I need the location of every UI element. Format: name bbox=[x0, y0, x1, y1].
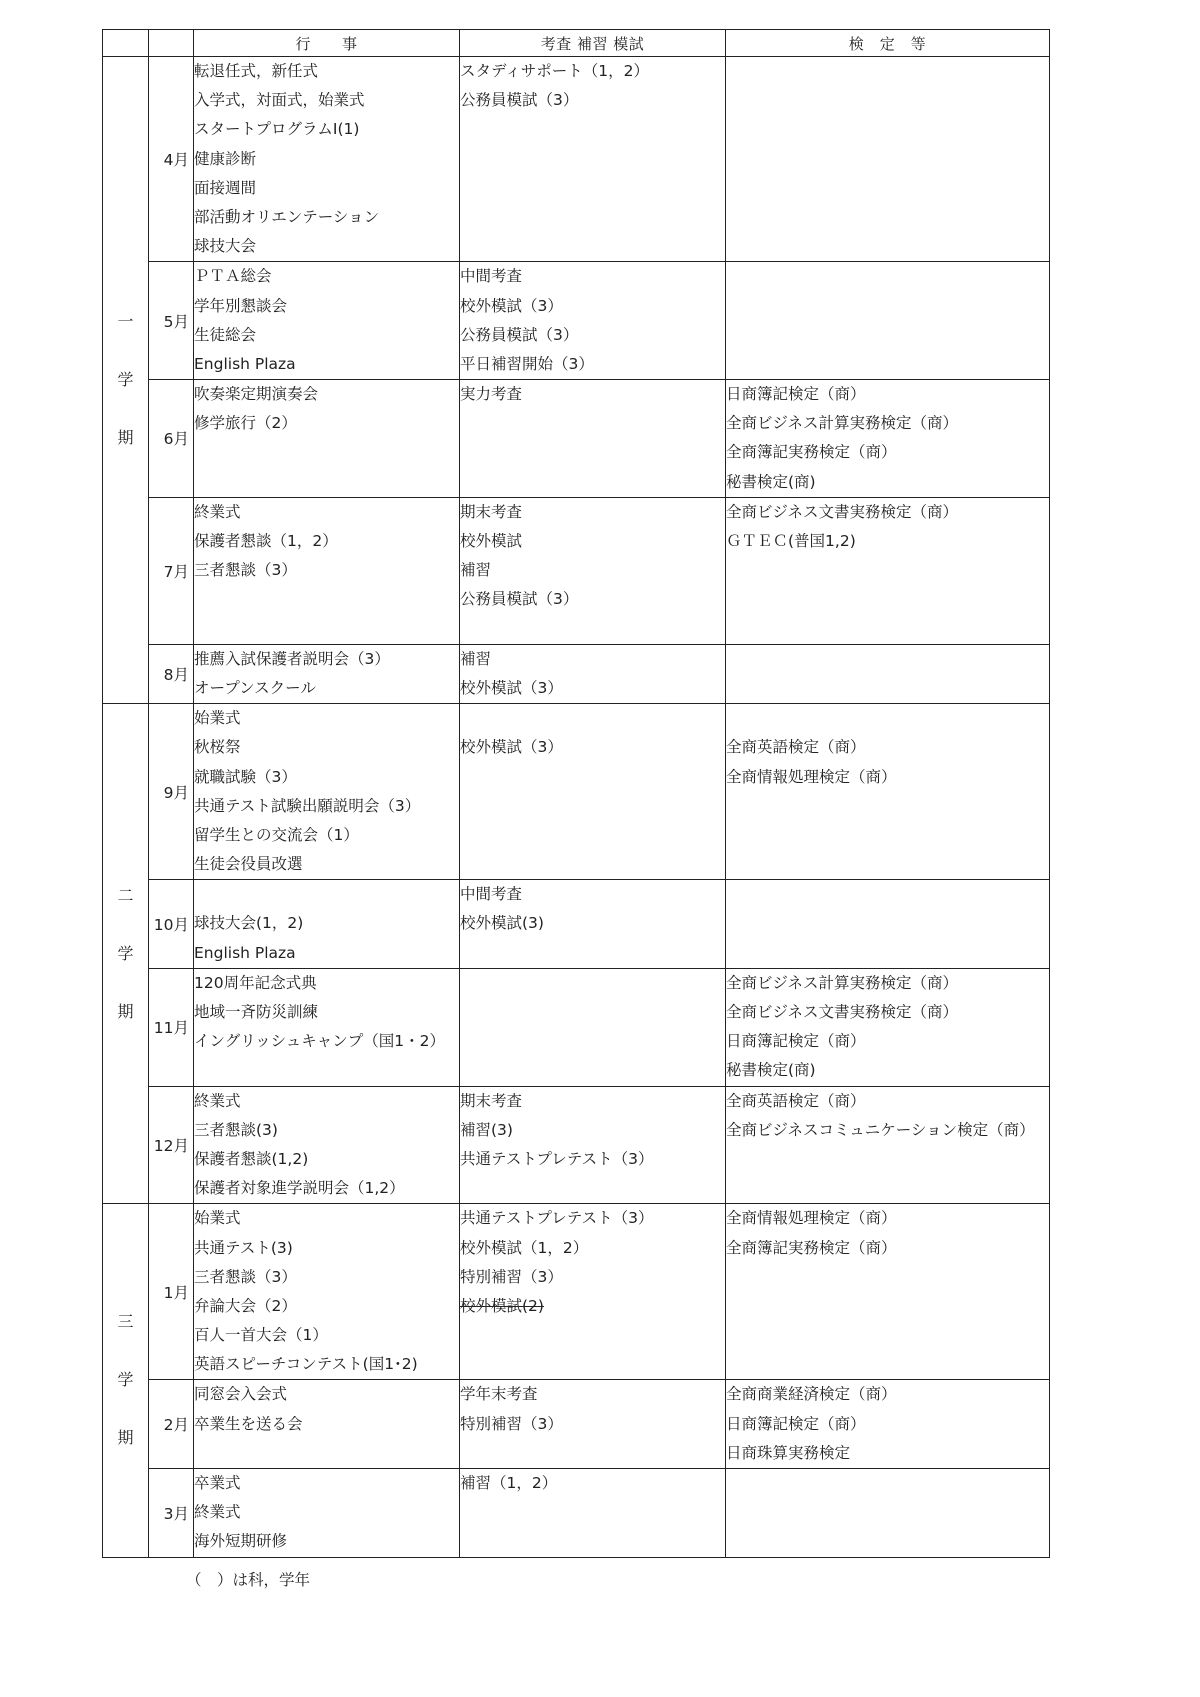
month-label: 8月 bbox=[149, 644, 194, 703]
event-item: English Plaza bbox=[194, 354, 296, 373]
month-row bbox=[103, 380, 1050, 498]
month-row bbox=[103, 1086, 1050, 1204]
month-row bbox=[103, 497, 1050, 644]
event-item: 入学式，対面式，始業式 bbox=[194, 91, 365, 110]
exams-cell bbox=[460, 644, 726, 703]
event-item: 共通テスト(3) bbox=[194, 1238, 293, 1257]
cert-item: 日商簿記検定（商） bbox=[726, 1032, 866, 1051]
event-item: 保護者対象進学説明会（1,2） bbox=[194, 1179, 405, 1198]
term-label: 三 学 期 bbox=[117, 1312, 150, 1448]
cert-item: 全商簿記実務検定（商） bbox=[726, 1238, 897, 1257]
event-item: 面接週間 bbox=[194, 178, 257, 197]
event-item: 地域一斉防災訓練 bbox=[194, 1003, 319, 1021]
exam-item: 特別補習（3） bbox=[460, 1267, 563, 1286]
exam-item: 共通テストプレテスト（3） bbox=[460, 1149, 654, 1168]
certs-cell bbox=[726, 57, 1050, 262]
cert-item: 全商ビジネス計算実務検定（商） bbox=[726, 414, 959, 433]
month-row bbox=[103, 57, 1050, 262]
month-label: 5月 bbox=[149, 262, 194, 380]
cert-item: 全商英語検定（商） bbox=[726, 1091, 866, 1110]
month-label: 4月 bbox=[149, 57, 194, 262]
exam-item: 校外模試 bbox=[460, 532, 523, 550]
event-item: 終業式 bbox=[194, 1503, 241, 1522]
cert-item: 秘書検定(商) bbox=[726, 1061, 816, 1080]
event-item: 同窓会入会式 bbox=[194, 1385, 288, 1404]
certs-cell bbox=[726, 497, 1050, 644]
events-cell bbox=[194, 1380, 460, 1469]
exam-item: 校外模試（3） bbox=[460, 678, 563, 697]
event-item: 球技大会(1，2) bbox=[194, 914, 304, 933]
event-item: 保護者懇談（1，2） bbox=[194, 532, 338, 550]
exam-item: 中間考査 bbox=[460, 267, 523, 286]
event-item: 120周年記念式典 bbox=[194, 973, 317, 992]
exam-item: 補習 bbox=[460, 649, 492, 668]
exam-item: 校外模試（1，2） bbox=[460, 1238, 589, 1257]
month-row bbox=[103, 1204, 1050, 1380]
exam-item-struck: 校外模試(2) bbox=[460, 1296, 544, 1315]
certs-cell bbox=[726, 704, 1050, 880]
exam-item: 補習（1，2） bbox=[460, 1474, 558, 1492]
certs-cell bbox=[726, 380, 1050, 498]
exams-cell bbox=[460, 968, 726, 1086]
month-label: 12月 bbox=[149, 1086, 194, 1204]
event-item: 英語スピーチコンテスト(国1･2) bbox=[194, 1355, 418, 1374]
annual-schedule-table bbox=[102, 29, 1050, 1558]
event-item: 秋桜祭 bbox=[194, 738, 241, 757]
events-cell bbox=[194, 262, 460, 380]
exam-item: 校外模試（3） bbox=[460, 296, 563, 315]
exams-cell bbox=[460, 262, 726, 380]
exam-item: スタディサポート（1，2） bbox=[460, 62, 649, 80]
header-month-blank bbox=[149, 30, 194, 57]
event-item: 始業式 bbox=[194, 1209, 241, 1228]
month-label: 3月 bbox=[149, 1469, 194, 1558]
events-cell bbox=[194, 880, 460, 969]
event-item: ＰＴＡ総会 bbox=[194, 267, 272, 286]
event-item: 三者懇談(3) bbox=[194, 1120, 278, 1139]
exams-cell bbox=[460, 1380, 726, 1469]
exam-item: 補習 bbox=[460, 561, 492, 580]
cert-item: 全商情報処理検定（商） bbox=[726, 1209, 897, 1228]
event-item: 学年別懇談会 bbox=[194, 296, 288, 315]
exams-cell bbox=[460, 1204, 726, 1380]
events-cell bbox=[194, 1086, 460, 1204]
event-item: スタートプログラムⅠ(1) bbox=[194, 120, 360, 139]
events-cell bbox=[194, 704, 460, 880]
cert-item: 秘書検定(商) bbox=[726, 472, 816, 491]
cert-item: 全商簿記実務検定（商） bbox=[726, 443, 897, 462]
certs-cell bbox=[726, 968, 1050, 1086]
event-item: イングリッシュキャンプ（国1・2） bbox=[194, 1032, 445, 1051]
event-item: English Plaza bbox=[194, 943, 296, 962]
event-item: 卒業式 bbox=[194, 1474, 241, 1492]
exam-item: 公務員模試（3） bbox=[460, 91, 579, 110]
event-item: 球技大会 bbox=[194, 237, 257, 256]
certs-cell bbox=[726, 1204, 1050, 1380]
cert-item: 日商簿記検定（商） bbox=[726, 385, 866, 404]
cert-item: 全商ビジネス計算実務検定（商） bbox=[726, 973, 959, 992]
cert-item: 日商簿記検定（商） bbox=[726, 1414, 866, 1433]
header-events: 行 事 bbox=[194, 30, 460, 57]
cert-item bbox=[726, 704, 1049, 733]
event-item: 卒業生を送る会 bbox=[194, 1414, 303, 1433]
header-exams: 考査 補習 模試 bbox=[460, 30, 726, 57]
month-row bbox=[103, 644, 1050, 703]
events-cell bbox=[194, 644, 460, 703]
exams-cell bbox=[460, 380, 726, 498]
exam-item: 補習(3) bbox=[460, 1120, 513, 1139]
month-label: 7月 bbox=[149, 497, 194, 644]
exam-item: 実力考査 bbox=[460, 385, 523, 404]
exam-item bbox=[460, 704, 725, 733]
event-item: 修学旅行（2） bbox=[194, 414, 297, 433]
month-row bbox=[103, 880, 1050, 969]
month-label: 11月 bbox=[149, 968, 194, 1086]
event-item: 就職試験（3） bbox=[194, 767, 297, 786]
exam-item: 公務員模試（3） bbox=[460, 590, 579, 609]
event-item: 転退任式，新任式 bbox=[194, 62, 319, 80]
term-label: 二 学 期 bbox=[117, 885, 150, 1021]
event-item: 健康診断 bbox=[194, 149, 257, 168]
exam-item: 公務員模試（3） bbox=[460, 325, 579, 344]
event-item: 吹奏楽定期演奏会 bbox=[194, 385, 319, 404]
exams-cell bbox=[460, 880, 726, 969]
certs-cell bbox=[726, 262, 1050, 380]
cert-item: 全商ビジネス文書実務検定（商） bbox=[726, 502, 959, 521]
exams-cell bbox=[460, 57, 726, 262]
term-3-cell bbox=[103, 1204, 149, 1557]
month-label: 9月 bbox=[149, 704, 194, 880]
month-label: 1月 bbox=[149, 1204, 194, 1380]
cert-item: 全商英語検定（商） bbox=[726, 738, 866, 757]
event-item: 留学生との交流会（1） bbox=[194, 825, 359, 844]
month-label: 2月 bbox=[149, 1380, 194, 1469]
event-item: 保護者懇談(1,2) bbox=[194, 1149, 309, 1168]
cert-item: 全商商業経済検定（商） bbox=[726, 1385, 897, 1404]
exam-item: 特別補習（3） bbox=[460, 1414, 563, 1433]
event-item: 弁論大会（2） bbox=[194, 1296, 297, 1315]
events-cell bbox=[194, 380, 460, 498]
event-item: 始業式 bbox=[194, 709, 241, 728]
month-row bbox=[103, 1469, 1050, 1558]
exam-item: 中間考査 bbox=[460, 885, 523, 904]
spacer-line bbox=[194, 585, 459, 614]
month-row bbox=[103, 704, 1050, 880]
cert-item: ＧＴＥＣ(普国1,2) bbox=[726, 532, 856, 550]
exam-item: 共通テストプレテスト（3） bbox=[460, 1209, 654, 1228]
event-item: 終業式 bbox=[194, 502, 241, 521]
exam-item: 期末考査 bbox=[460, 502, 523, 521]
month-row bbox=[103, 262, 1050, 380]
header-certifications: 検 定 等 bbox=[726, 30, 1050, 57]
spacer-line bbox=[194, 615, 459, 644]
header-row bbox=[103, 30, 1050, 57]
event-item: 終業式 bbox=[194, 1091, 241, 1110]
certs-cell bbox=[726, 1469, 1050, 1558]
month-row bbox=[103, 1380, 1050, 1469]
cert-item: 全商情報処理検定（商） bbox=[726, 767, 897, 786]
cert-item: 全商ビジネス文書実務検定（商） bbox=[726, 1003, 959, 1021]
event-item: 三者懇談（3） bbox=[194, 1267, 297, 1286]
events-cell bbox=[194, 57, 460, 262]
certs-cell bbox=[726, 644, 1050, 703]
event-item bbox=[194, 880, 459, 909]
header-term-blank bbox=[103, 30, 149, 57]
event-item: 生徒総会 bbox=[194, 325, 257, 344]
exam-item: 平日補習開始（3） bbox=[460, 354, 594, 373]
event-item: 生徒会役員改選 bbox=[194, 855, 303, 874]
event-item: 海外短期研修 bbox=[194, 1532, 288, 1551]
event-item: 百人一首大会（1） bbox=[194, 1326, 328, 1345]
footnote: （ ）は科，学年 bbox=[186, 1571, 311, 1589]
exam-item: 学年末考査 bbox=[460, 1385, 538, 1404]
term-2-cell bbox=[103, 704, 149, 1204]
exam-item: 校外模試(3) bbox=[460, 914, 544, 933]
exams-cell bbox=[460, 1086, 726, 1204]
events-cell bbox=[194, 1469, 460, 1558]
month-row bbox=[103, 968, 1050, 1086]
month-label: 6月 bbox=[149, 380, 194, 498]
certs-cell bbox=[726, 1380, 1050, 1469]
cert-item: 日商珠算実務検定 bbox=[726, 1443, 851, 1462]
month-label: 10月 bbox=[149, 880, 194, 969]
event-item: 部活動オリエンテーション bbox=[194, 207, 380, 226]
exams-cell bbox=[460, 497, 726, 644]
events-cell bbox=[194, 968, 460, 1086]
exams-cell bbox=[460, 1469, 726, 1558]
exam-item: 期末考査 bbox=[460, 1091, 523, 1110]
events-cell bbox=[194, 1204, 460, 1380]
certs-cell bbox=[726, 1086, 1050, 1204]
event-item: 推薦入試保護者説明会（3） bbox=[194, 649, 390, 668]
event-item: オープンスクール bbox=[194, 678, 316, 697]
event-item: 三者懇談（3） bbox=[194, 561, 297, 580]
exams-cell bbox=[460, 704, 726, 880]
events-cell bbox=[194, 497, 460, 644]
event-item: 共通テスト試験出願説明会（3） bbox=[194, 796, 421, 815]
term-label: 一 学 期 bbox=[117, 312, 150, 448]
cert-item: 全商ビジネスコミュニケーション検定（商） bbox=[726, 1120, 1035, 1139]
certs-cell bbox=[726, 880, 1050, 969]
term-1-cell bbox=[103, 57, 149, 704]
exam-item: 校外模試（3） bbox=[460, 738, 563, 757]
